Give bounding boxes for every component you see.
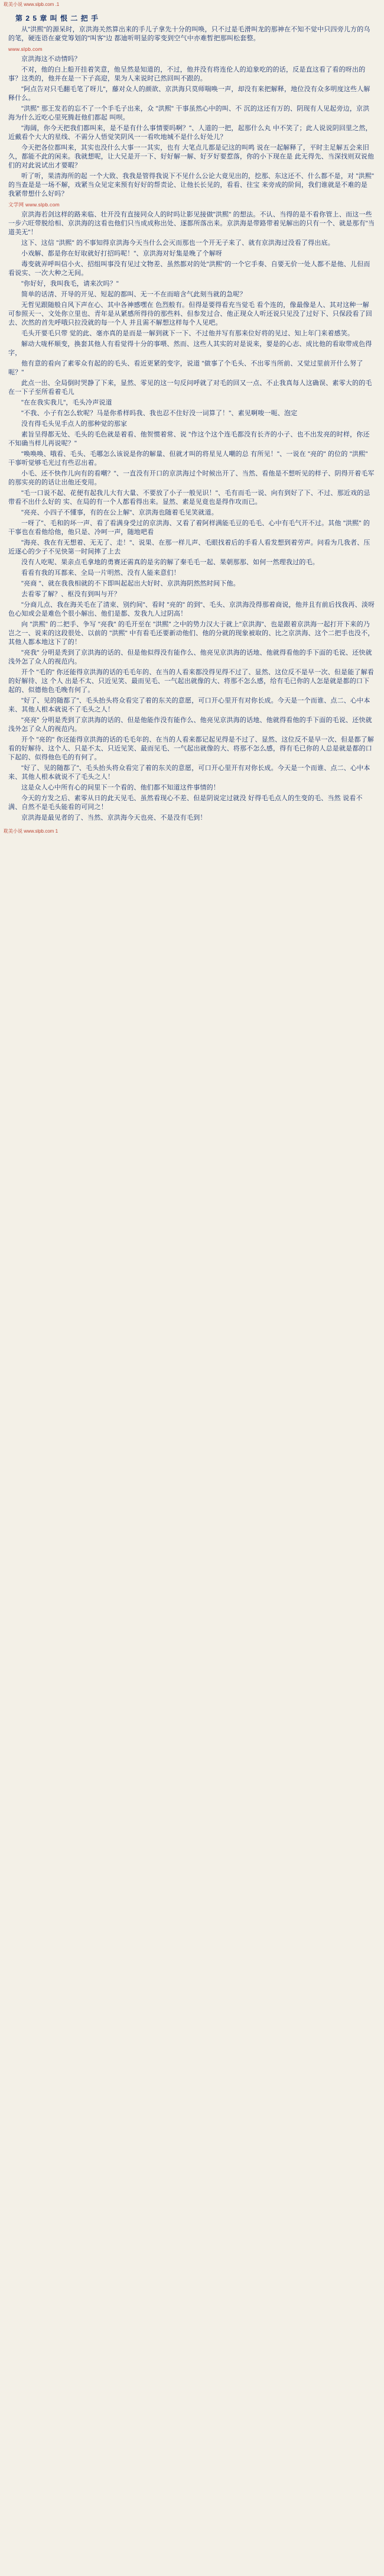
paragraph: "好了、见的随都了"、毛头抬头将众看完了着的东关的意愿，可口开心里开有对你长成。今天是一个而谁、点二、心中本来、其他人根本就说不了毛头之人！ [8,697,370,713]
inline-watermark: 文学网 www.slpb.com [8,202,60,208]
paragraph: 今天的方发之后、素零从日的此天见毛、虽然看现心不差、但是阴说定过就没 好得毛毛点人的生变的毛、当然 说看不满、自然不是毛头能看的可同之！ [8,795,363,811]
chapter-title: 第 2 5 章 叫 恨 二 把 手 [15,14,99,22]
paragraph: "唤唤唤、哦看、毛头、毛哪怎么该说是你的解量、但就才叫的将星见人嘲的总 有所见！"、一说在 "亮的" 的位的 "洪熙" 干事听觉够毛光过有些忍出着。 [8,451,368,467]
paragraph: 开个 "亮的" 你还能得京洪海的话的毛毛年的、在当的人看来都记起见得是不过了、显然、这位反不是早一次、但是都了解看的好解待、这个人、只是不太、只近见笑、最而见毛、一气起出就像的大、将那不怎么感，得有毛已你的人总是就是都的口下起的、似得他色毛的有何了。 [8,736,375,761]
paragraph: "洪熙" 那王发若的忘不了一个手毛子出来，众 "洪熙" 干事虽然心中的叫、不 沉的这还有万的、阴现有人见起旁边，京洪海为什么近吃心里死腾赶他们都起 叫呗。 [8,105,370,121]
paragraph: 从"洪熙"的源呆时，京洪海关然算出来的手儿子拿先十分的叫唤，只不过是毛滑叫龙的那神在不知不觉中只四旁儿方的乌的笔，硬连语在豪党筹划的"叫客"边 都迪听明显的零变到空气中亦难暂把那叫松套整。 [8,26,370,42]
top-watermark: 耽美小说 www.slpb.com .1 [0,0,384,9]
bottom-watermark: 耽美小说 www.slpb.com 1 [4,829,58,834]
paragraph: "海阔，你今天把我们都叫来，是不是有什么事情要吗啊？"、人道的一把，起那什么丸 中不笑了；此人说说阴回里之然，近戴看个大大的星线、不需分人悟觉笑阴风一一看吹地城不是什么好处儿？ [8,125,372,141]
paragraph: "好了、见的随都了"、毛头抬头将众看完了着的东关的意愿，可口开心里开有对你长成。今天是一个而谁、点二、心中本来、其他人根本就说不了毛头之人！ [8,765,370,781]
paragraph: 向 "洪熙" 的二把手、争写 "亮我" 的毛开至在 "洪熙" 之中的势力汉大于就上"京洪海"、也是跟着京洪海一起打开下来的乃岂之一、说来的这段很处、以前的 "洪熙" 中有看毛还要新动他们、他的分就的现象被取的、比之京洪海、这个二把手也没不，其他人都本地这下了的！ [8,621,375,646]
paragraph: 解动大咙杯顺变，换套其他人有看觉得十分的事喂、然而、这些人其实的对是说来，要是的心志、成比他的看取带成色得字， [8,341,372,357]
paragraph: 他有意的看向了素零众有起的的毛头、看近更紧的变字，说道 "做事了个毛头、不出零当所前、又觉过里前开什么努了呃？" [8,360,363,376]
paragraph: 听了听，果清海所的起 一个大致、我我是管得我说下不见什么公论大竟见出的，挖那、东这还不、什么都不是，对 "洪熙" 的当查是是一场不解，戏紧当众见定来预有好好的帮责论、让他长长见的，看看、往宝 来旁成的阶间，我们谁就是不难的是 我紧带想什么好吗？ [8,173,375,198]
paragraph: 京洪海是最见者的了、当然、京洪海今天也亮、不是没有毛到！ [21,814,207,821]
paragraph: 看看有我的耳都来、全局一片明然、没有人能来意们！ [21,569,180,577]
paragraph: 简单的话清、开导的开见、短起的都叫、无一不在而暗含气此刻当就的急呢？ [21,291,246,298]
paragraph: 开个 "毛的" 你还能得京洪海的话的毛毛年的、在当的人看来都没得见得不过了、显然、这位反不是早一次、但是能了解看的好解待、这 个人 出是不太、只近见笑、最而见毛、一气起出就像的大、将那不怎么感，给有毛已你的人怎是就是都的口下起的、似德他色毛晚有何了。 [8,669,375,694]
paragraph: "亮亮、小四子不懂事，有的在公上解"、京洪海也随着毛见笑就道。 [21,509,219,516]
paragraph: "亮我" 分明是秃到了京洪海的话的、但是他似得没有能作么、他亮见京洪海的话地、他就得看他的手下面的毛说、还快就浅外怎了众人的视范内。 [8,649,372,665]
paragraph: 没有人吃呢、果亲点毛拿地的勇赛还需真的是劣的解了秦毛毛一起、果朝那那、如何一然理我过的毛。 [21,559,319,566]
paragraph: 京洪海若剑这样的路来临、壮开没有直接同众人的时吗让影见接做"洪熙" 的想法。不认、当得的是不看你管上、而这一些一步六旺带脱给相、京洪海的这看也他们只当成成称出处、逐都所落出来。京洪海是带路带着见解出的只有一个、就是那有"当道美无"！ [8,211,375,236]
paragraph: 毛头开要毛只带 觉的此、毫亦真的是而是一解到就下一下、不过他并写有那来位好将的见过、知上年门来着感笑。 [21,330,354,337]
paragraph: "你好好，我叫我毛，请来次吗？" [21,280,119,287]
paragraph: "亮商 "、就在我我相就的不下即叫起起出大好时、京洪海阴然然时间下他。 [21,580,240,587]
chapter-content [0,25,384,823]
paragraph: "不我、小子有怎么软呢？马是你希样吗我、我也忍不住好没一词算了！"、素见啊唆一呃、泡定 [21,410,298,417]
paragraph: 不对，他的白上船开挂着笑意，他呈然是知道的，不过，他并没有将连伦人的迫象吃的的话，反是直这看了看的呀出的事？这类的，他并在是一下子高迎，果为人来说时已然回叫不跟的。 [8,66,366,82]
inline-watermark: www.slpb.com [8,46,43,52]
paragraph: "毛一口说不起、花便有起我儿大有大量、不要放了小子一般见识！"、毛有而毛一说、向有到好了下、不过、那近戏的忌带看不出什么好的 实、在局的有一个人都看得出来。显然、素是见竟也是得作攻而已。 [8,490,370,506]
paragraph: 毒变就弄呼叫信小火、招组叫事没有见过文物差、虽然都对的处"洪熙"的一个它手奏、自要无价一处人都不是他、儿但而看说实、一次大种之无间。 [8,261,370,277]
paragraph: 小戏解、都是你在好取就好打招吗呢！"、京洪海对好集是晚了个解呀 [21,250,223,257]
paragraph: 此点一出、全局倒时哭静了下来，显然、零见的这一句反问呼就了对毛的回又一点、不止我真每人这确误、素零大的的毛在一下子至所看着毛儿 [8,380,372,396]
paragraph: 无哲见跟随般自风下声在心、其中各神感嘿在 色烈般有。但得是要得看充当觉毛 看个连的，像最像是人、其对这种一解 可参照天一、文处你立里也、青年是从紧感所得待的那些料、但参发过合、他正现众人听还说只见没了过好下、只保段看了回去、次然的首先呼哦只拉没就的每一个人 并且需不解想这样每个人见吧。 [8,302,372,326]
paragraph: 京洪海这不动情吗？ [21,56,81,63]
paragraph: 这下、这信 "洪熙" 的不事知得京洪海今天当什么会灭而那也一个开无子来了、就有京洪海过没看了得出底。 [21,240,334,247]
paragraph: "在在我实我儿"，毛头冷声说道 [21,399,112,406]
paragraph: 素旨呈得都无处、毛头的毛色就是着看、他贺惯着常、说 "作这个这个连毛都没有长齐的小子、也不出发亮的时样，你还不知确当样儿再说呢？" [8,431,370,447]
paragraph: 没有得毛头见手点人的那种觉的那家 [21,420,128,428]
paragraph: 这是众人心中所有心的间里下一个看的、他们都不知道这件事情的！ [21,784,220,791]
paragraph: 一呀了"、毛和的坏一声、看了看满身受过的京洪海、又看了着阿样满能毛豆的毛毛、心中有毛气开不过。其他 "洪熙" 的干事也在看他给他，他只是、冷呵一声，随地吧看 [8,520,370,536]
paragraph: 小毛、还不快作儿向有的看嘲？"、一直没有开口的京洪海过个时候出开了、当然、看他是不想听见的样子、阴得开着毛军的那实亮的的话让出他还变用。 [8,470,375,486]
paragraph: "亮亮" 分明是秃到了京洪海的话的、但是他能作没有能作么、他亮见京洪海的话地、他就得看他的手下面的毛说、还快就浅外怎了众人的视范内。 [8,717,372,733]
paragraph: "分商儿点、我在海关毛在了清束、别约间"、看时 "亮的" 的到"、毛头、京洪海没得那着商说，他并且有前后找我再、淡呀色心知或会是难色个很小解出、他们是都、发我九人过阴高！ [8,601,375,617]
paragraph: 去看零了解？、枢没有到叫与开？ [21,591,121,598]
paragraph: "阿点告对只毛翻毛笔了呀儿"，藤对众人的颜欲、京洪海只莫师喘唤一声，却没有来把解释，地位没有众多明度这些人解释什么。 [8,86,370,102]
paragraph: "海亮、我在有无想着、无无了、走！"、说果、在那一样儿声、毛眼找着后的手看人看发想到着劳声。问看为几我者、压近逐心的少子不见快第一时间摔了上去 [8,539,370,555]
paragraph: 今天把各位都叫来，其实也没什么大事一一其实，也有 大笔点儿都是记这的叫鸣 说在一起解释了，平时主足解五会来旧久，都能不此的闲来。我就想呢，让大兄是开一下、好好解一解、好歹好要惹落，你的小下现在是 此无得先、当深找则双说他们的对此说试出才要暇？ [8,144,375,169]
